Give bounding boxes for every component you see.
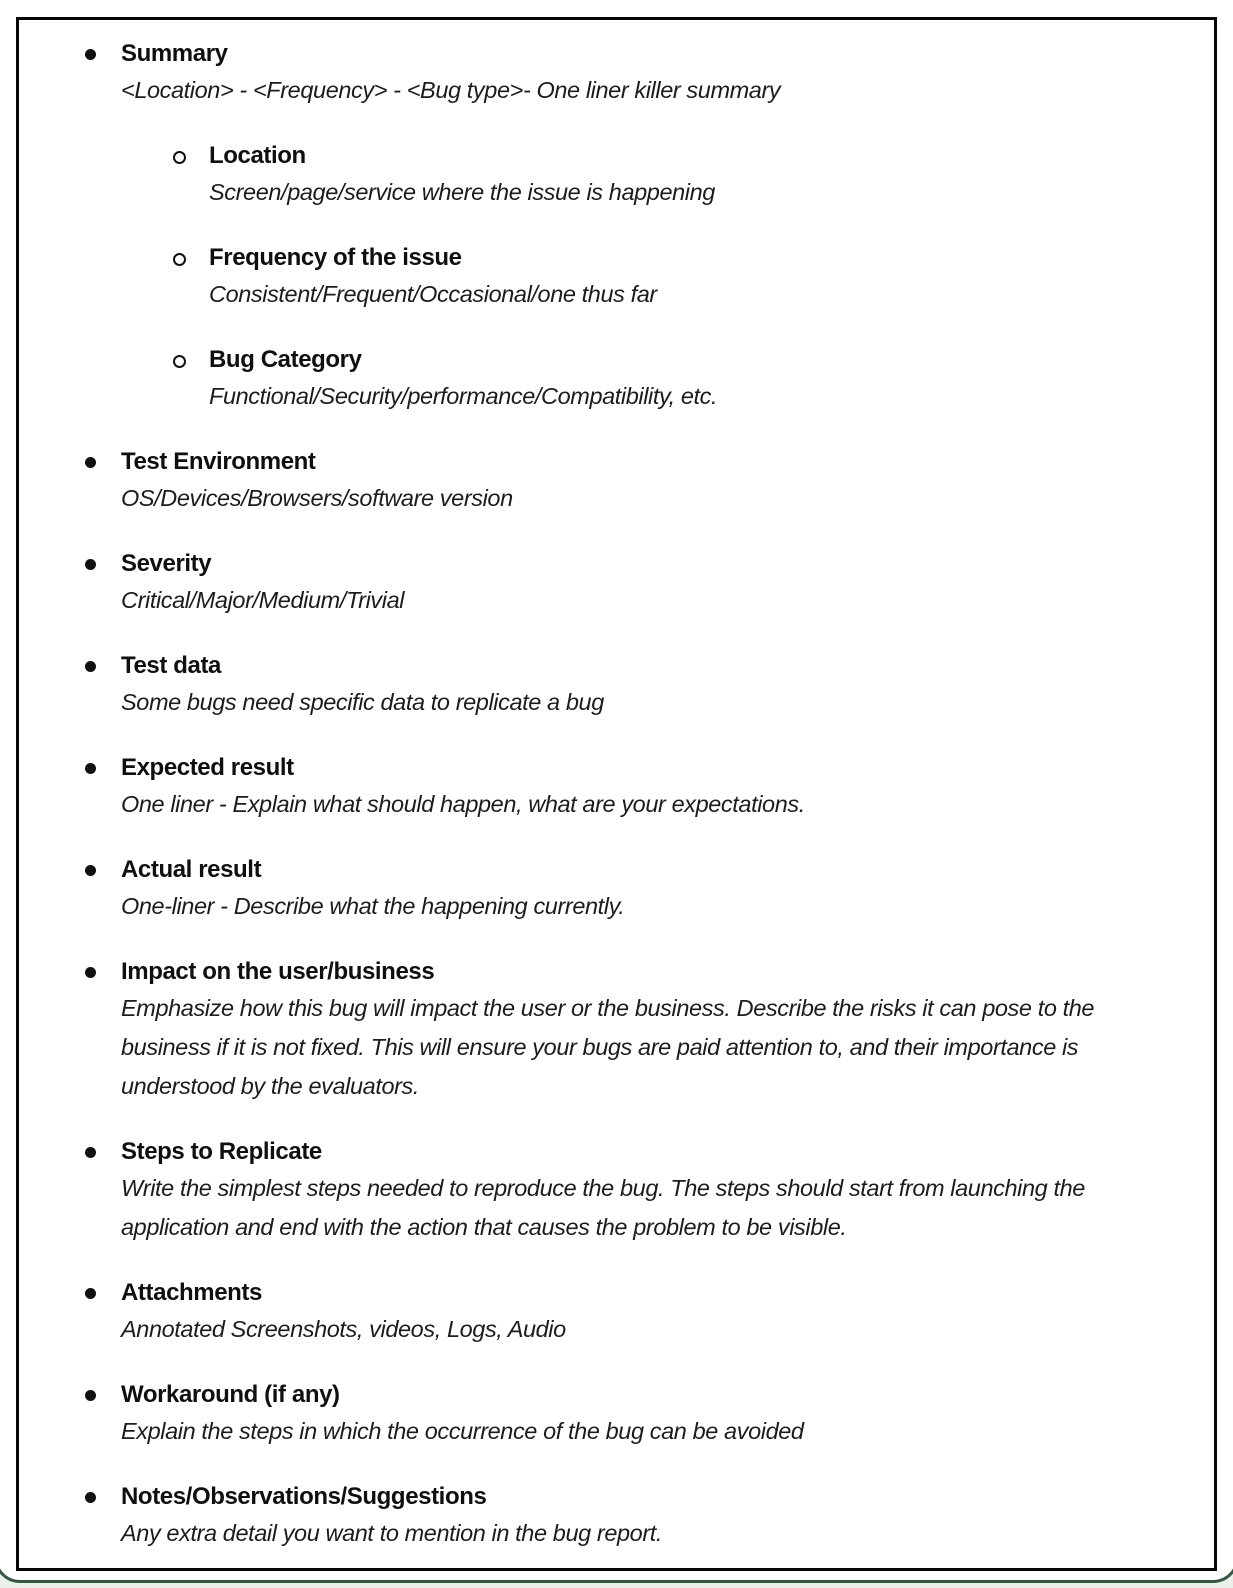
item-label: Workaround (if any): [121, 1381, 340, 1408]
list-subitem: [173, 343, 1158, 416]
template-content: [19, 20, 1214, 1553]
filled-bullet-icon: [85, 559, 96, 570]
item-label: Actual result: [121, 856, 262, 883]
list-item: [85, 445, 1158, 518]
item-desc: Some bugs need specific data to replicate a bug: [121, 689, 604, 715]
item-desc: Screen/page/service where the issue is happening: [209, 179, 715, 205]
list-item: [85, 955, 1158, 1106]
item-desc: Consistent/Frequent/Occasional/one thus far: [209, 281, 657, 307]
filled-bullet-icon: [85, 49, 96, 60]
list-item: [85, 547, 1158, 620]
item-desc: Explain the steps in which the occurrence of the bug can be avoided: [121, 1418, 804, 1444]
item-label: Bug Category: [209, 346, 362, 373]
item-label: Steps to Replicate: [121, 1138, 322, 1165]
item-label: Test data: [121, 652, 221, 679]
filled-bullet-icon: [85, 661, 96, 672]
item-desc: One-liner - Describe what the happening currently.: [121, 893, 625, 919]
item-label: Notes/Observations/Suggestions: [121, 1483, 487, 1510]
item-label: Frequency of the issue: [209, 244, 462, 271]
item-label: Impact on the user/business: [121, 958, 435, 985]
list-subitem: [173, 241, 1158, 314]
filled-bullet-icon: [85, 1288, 96, 1299]
item-desc: <Location> - <Frequency> - <Bug type>- One liner killer summary: [121, 77, 781, 103]
item-desc: Functional/Security/performance/Compatibility, etc.: [209, 383, 718, 409]
item-label: Location: [209, 142, 306, 169]
item-label: Expected result: [121, 754, 294, 781]
filled-bullet-icon: [85, 457, 96, 468]
list-item: [85, 649, 1158, 722]
list-item: [85, 751, 1158, 824]
list-item: [85, 1276, 1158, 1349]
filled-bullet-icon: [85, 1390, 96, 1401]
list-item: [85, 1378, 1158, 1451]
bug-report-template-cell: [16, 17, 1217, 1571]
item-desc: Emphasize how this bug will impact the user or the business. Describe the risks it can pose to the business if it is not fixed. This will ensure your bugs are paid attention to, and their importance is understood by the evaluators.: [121, 995, 1095, 1099]
filled-bullet-icon: [85, 1147, 96, 1158]
filled-bullet-icon: [85, 763, 96, 774]
list-subitem: [173, 139, 1158, 212]
item-desc: Write the simplest steps needed to reproduce the bug. The steps should start from launching the application and end with the action that causes the problem to be visible.: [121, 1175, 1085, 1240]
list-item: [85, 1480, 1158, 1553]
hollow-bullet-icon: [173, 151, 186, 164]
item-desc: One liner - Explain what should happen, what are your expectations.: [121, 791, 805, 817]
sublist: [173, 139, 1158, 416]
item-desc: Any extra detail you want to mention in the bug report.: [121, 1520, 663, 1546]
item-desc: Critical/Major/Medium/Trivial: [121, 587, 405, 613]
list-item: [85, 37, 1158, 416]
item-label: Test Environment: [121, 448, 316, 475]
item-desc: OS/Devices/Browsers/software version: [121, 485, 513, 511]
item-label: Summary: [121, 40, 228, 67]
item-label: Attachments: [121, 1279, 262, 1306]
item-label: Severity: [121, 550, 212, 577]
hollow-bullet-icon: [173, 253, 186, 266]
filled-bullet-icon: [85, 865, 96, 876]
filled-bullet-icon: [85, 1492, 96, 1503]
list-item: [85, 1135, 1158, 1247]
list-item: [85, 853, 1158, 926]
item-desc: Annotated Screenshots, videos, Logs, Audio: [121, 1316, 566, 1342]
hollow-bullet-icon: [173, 355, 186, 368]
filled-bullet-icon: [85, 967, 96, 978]
